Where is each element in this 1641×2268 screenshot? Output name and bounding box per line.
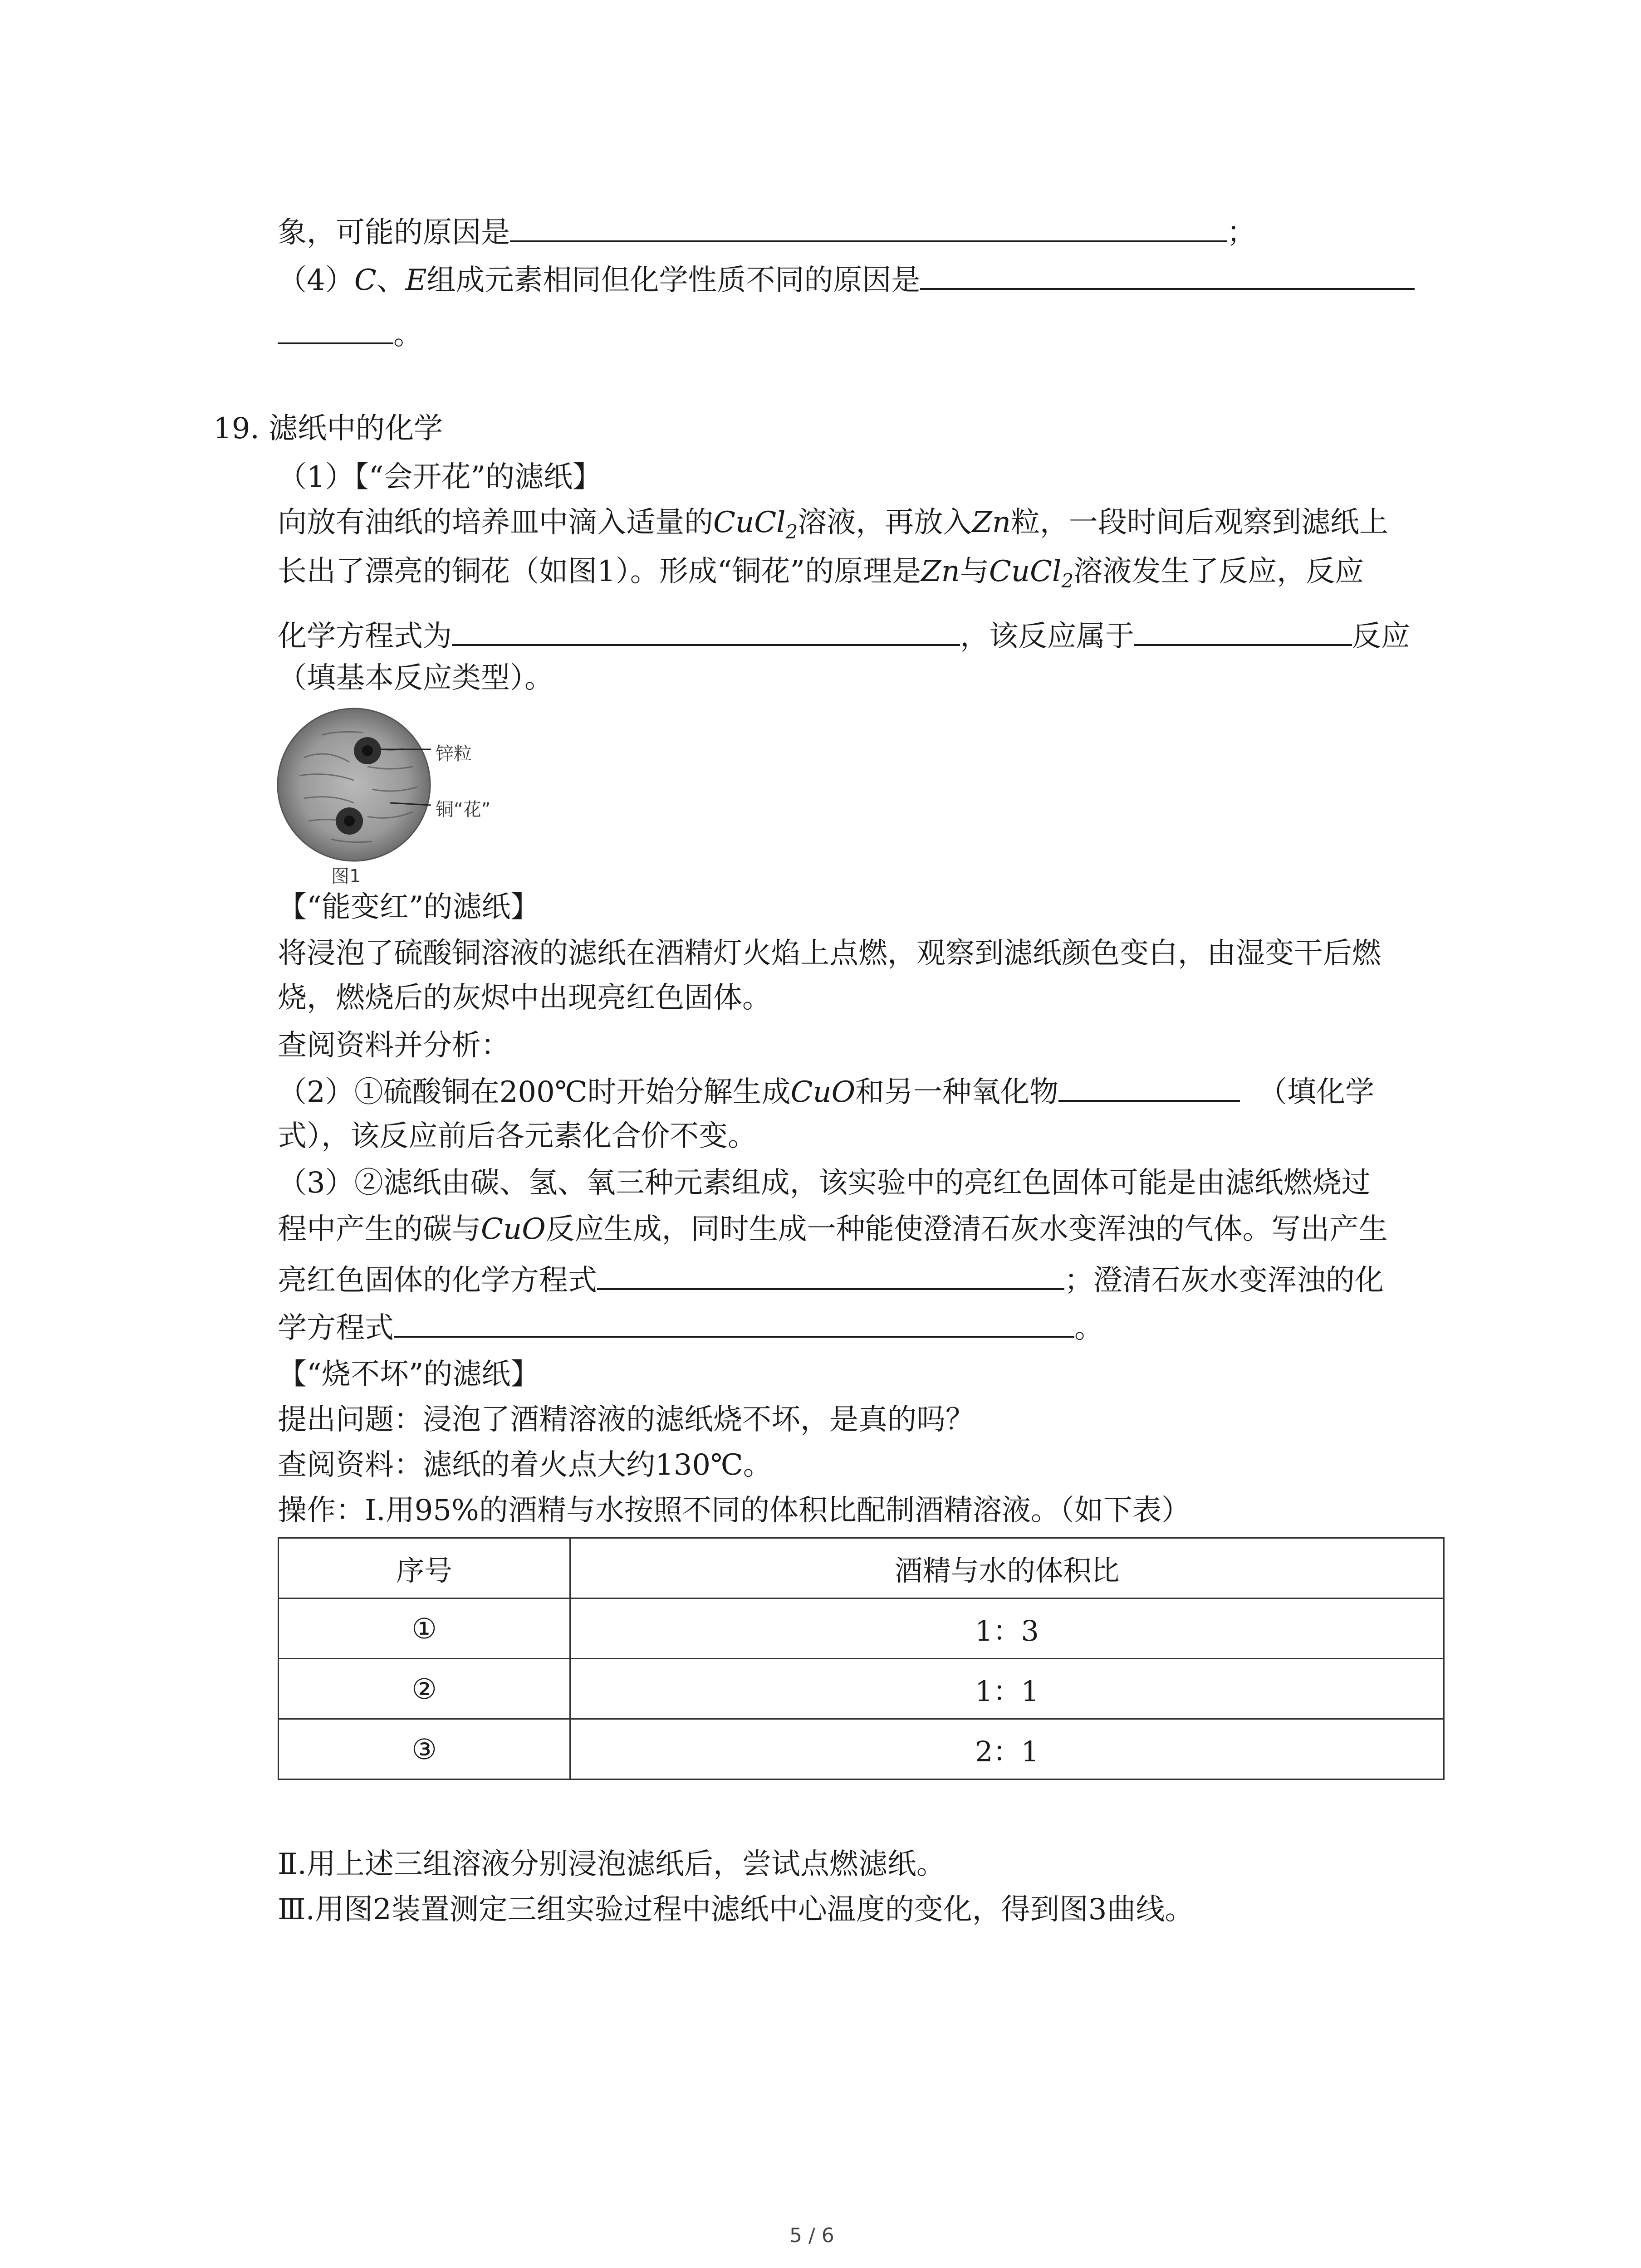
q2-line-1: （2）①硫酸铜在200℃时开始分解生成CuO和另一种氧化物 （填化学	[278, 1073, 1374, 1110]
q18-line-3: 象，可能的原因是 ；	[278, 213, 1256, 251]
part1-text-line-4: （填基本反应类型）。	[278, 661, 554, 695]
q3-line-1: （3）②滤纸由碳、氢、氧三种元素组成，该实验中的亮红色固体可能是由滤纸燃烧过	[278, 1166, 1371, 1200]
table-row	[279, 1659, 1444, 1719]
equation-blank[interactable]	[597, 1261, 1064, 1290]
part3-heading: 【“烧不坏”的滤纸】	[278, 1358, 540, 1391]
part2-text-line-3: 查阅资料并分析：	[278, 1029, 510, 1062]
table-cell: ③	[279, 1719, 570, 1779]
q18-part-4-continued: 。	[278, 315, 422, 353]
figure-1-caption: 图1	[331, 866, 361, 887]
table-header-cell: 酒精与水的体积比	[570, 1538, 1444, 1598]
q3-line-4: 学方程式 。	[278, 1309, 1103, 1346]
table-header-cell: 序号	[279, 1538, 570, 1598]
copper-flower-label: 铜“花”	[436, 799, 491, 820]
part1-text-line-3: 化学方程式为 ，该反应属于 反应	[278, 617, 1410, 655]
part1-text-line-1: 向放有油纸的培养皿中滴入适量的CuCl$_2$溶液，再放入Zn粒，一段时间后观察到滤纸上	[278, 506, 1389, 543]
figure-1	[277, 708, 549, 885]
part3-text-line-3: 操作：Ⅰ.用95%的酒精与水按照不同的体积比配制酒精溶液。（如下表）	[278, 1494, 1190, 1527]
table-row	[279, 1719, 1444, 1779]
answer-blank[interactable]	[510, 213, 1227, 242]
part2-text-line-2: 烧，燃烧后的灰烬中出现亮红色固体。	[278, 981, 771, 1015]
part2-text-line-1: 将浸泡了硫酸铜溶液的滤纸在酒精灯火焰上点燃，观察到滤纸颜色变白，由湿变干后燃	[278, 937, 1381, 970]
q3-line-3: 亮红色固体的化学方程式 ；澄清石灰水变浑浊的化	[278, 1261, 1384, 1299]
page-number: 5 / 6	[789, 2224, 834, 2247]
part3-text-line-1: 提出问题：浸泡了酒精溶液的滤纸烧不坏，是真的吗？	[278, 1403, 975, 1437]
answer-blank[interactable]	[278, 315, 393, 344]
part2-heading: 【“能变红”的滤纸】	[278, 890, 540, 924]
table-row	[279, 1598, 1444, 1659]
table-header-row	[279, 1538, 1444, 1598]
table-cell: ①	[279, 1598, 570, 1659]
equation-blank[interactable]	[452, 617, 960, 646]
table-cell: ②	[279, 1659, 570, 1719]
step-2: Ⅱ.用上述三组溶液分别浸泡滤纸后，尝试点燃滤纸。	[278, 1848, 945, 1881]
q19-title: 19. 滤纸中的化学	[213, 412, 443, 445]
part3-text-line-2: 查阅资料：滤纸的着火点大约130℃。	[278, 1448, 772, 1482]
table-cell: 1：3	[570, 1598, 1444, 1659]
q18-part-4: （4）C、E组成元素相同但化学性质不同的原因是	[278, 261, 1415, 298]
part1-text-line-2: 长出了漂亮的铜花（如图1）。形成“铜花”的原理是Zn与CuCl$_2$溶液发生了反应，反应	[278, 555, 1364, 592]
q3-line-2: 程中产生的碳与CuO反应生成，同时生成一种能使澄清石灰水变浑浊的气体。写出产生	[278, 1212, 1388, 1246]
step-3: Ⅲ.用图2装置测定三组实验过程中滤纸中心温度的变化，得到图3曲线。	[278, 1893, 1194, 1926]
reaction-type-blank[interactable]	[1134, 617, 1352, 646]
alcohol-ratio-table	[278, 1537, 1445, 1780]
zinc-label: 锌粒	[436, 743, 472, 764]
answer-blank[interactable]	[920, 261, 1415, 290]
filter-paper-photo	[277, 708, 549, 885]
equation-blank[interactable]	[394, 1309, 1074, 1338]
formula-blank[interactable]	[1058, 1073, 1240, 1102]
table-cell: 2：1	[570, 1719, 1444, 1779]
table-cell: 1：1	[570, 1659, 1444, 1719]
part1-heading: （1）【“会开花”的滤纸】	[278, 460, 602, 494]
q2-line-2: 式），该反应前后各元素化合价不变。	[278, 1119, 757, 1153]
